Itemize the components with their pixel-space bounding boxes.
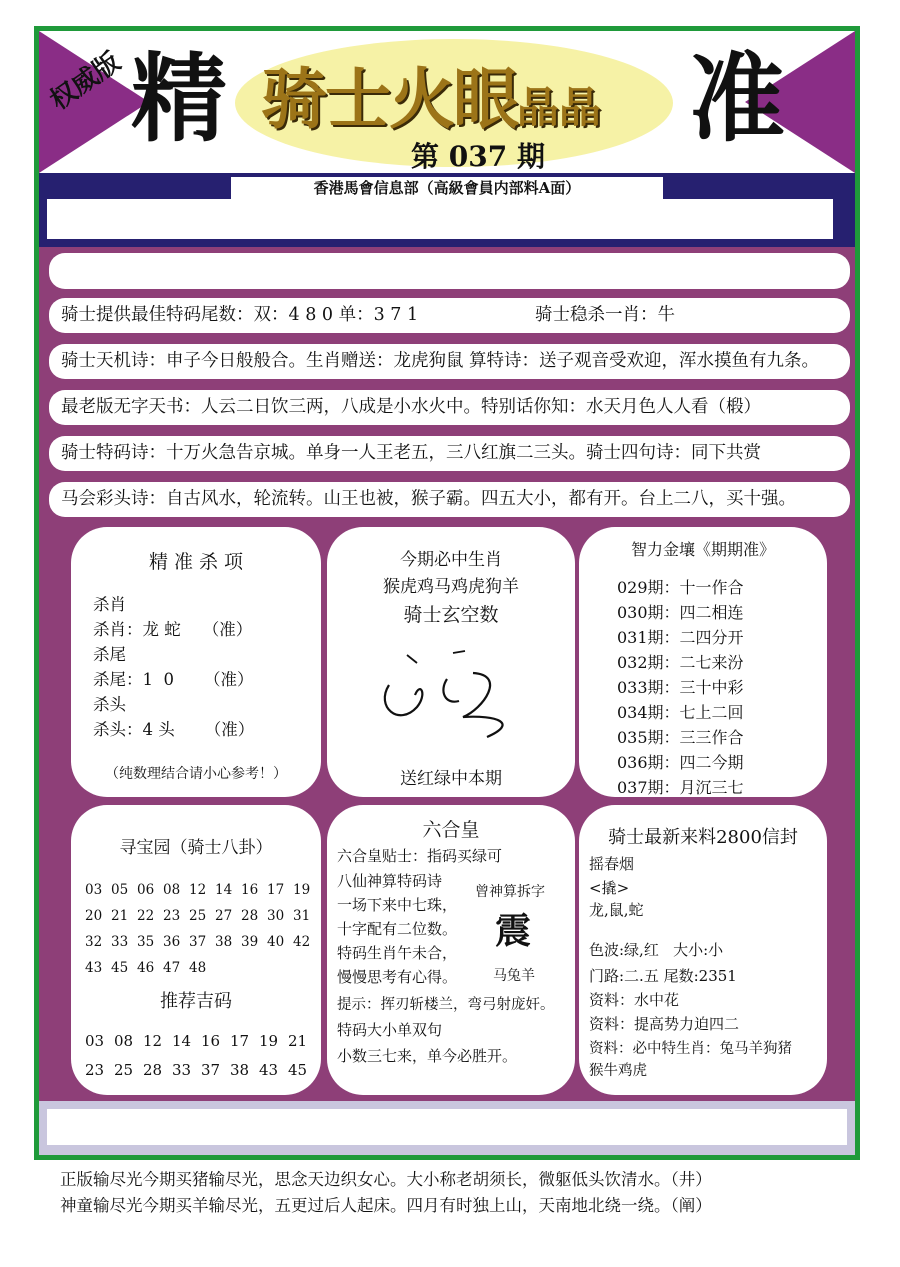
liuhe-hint: 提示：挥刃斩楼兰，弯弓射庞奸。 [337, 997, 555, 1013]
gold-item [617, 575, 744, 600]
number-cell: 43 [85, 960, 103, 976]
kill-row: 杀头 [93, 695, 126, 714]
kill-row-tag: （准） [204, 670, 254, 689]
gold-period: 032期： [617, 653, 680, 672]
number-cell: 16 [241, 882, 259, 898]
number-cell: 35 [137, 934, 155, 950]
number-cell: 03 [85, 1032, 105, 1050]
gold-period: 031期： [617, 628, 680, 647]
gold-period: 037期： [617, 778, 680, 797]
gold-title: 智力金壤《期期准》 [630, 540, 775, 559]
page-title [261, 61, 602, 138]
latest-route: 门路:二.五 尾数:2351 [589, 967, 737, 985]
number-cell: 12 [143, 1032, 163, 1050]
kill-row-value: 龙 蛇 [142, 620, 181, 639]
size-title: 特码大小单双句 [337, 1021, 443, 1039]
gold-item [617, 775, 744, 797]
kill-row: 杀肖 [93, 595, 126, 614]
kill-row [93, 666, 254, 690]
bottom-blank [47, 1109, 847, 1145]
liuhe-card [327, 805, 575, 1095]
number-cell: 14 [172, 1032, 192, 1050]
number-cell: 28 [241, 908, 259, 924]
number-cell: 27 [215, 908, 233, 924]
gold-item [617, 650, 744, 675]
number-cell: 23 [163, 908, 181, 924]
big-character-left: 精 [131, 43, 227, 155]
number-row [85, 955, 319, 981]
number-cell: 19 [293, 882, 311, 898]
kill-row-label: 杀肖： [93, 620, 143, 639]
kill-row [93, 616, 252, 640]
line-caitou: 马会彩头诗：自古风水，轮流转。山王也被，猴子霸。四五大小，都有开。台上二八，买十强。 [49, 482, 850, 517]
number-cell: 25 [114, 1061, 134, 1079]
number-cell: 06 [137, 882, 155, 898]
footer-line: 神童输尽光今期买羊输尽光，五更过后人起床。四月有时独上山，天南地北绕一绕。（阐） [60, 1196, 712, 1215]
edition-label: 权威版 [44, 46, 126, 117]
number-cell: 39 [241, 934, 259, 950]
gold-period: 030期： [617, 603, 680, 622]
number-cell: 38 [230, 1061, 250, 1079]
gold-list [617, 575, 744, 797]
blank-banner [47, 199, 833, 239]
handwriting-sketch [377, 645, 537, 745]
kill-title: 精 准 杀 项 [148, 551, 244, 573]
title-small: 晶晶 [517, 83, 602, 132]
lucky-numbers [85, 1027, 317, 1085]
kill-row-value: 1 0 [142, 670, 174, 689]
number-cell: 16 [201, 1032, 221, 1050]
line-tianji: 骑士天机诗：申子今日般般合。生肖赠送：龙虎狗鼠 算特诗：送子观音受欢迎，浑水摸鱼有九条。 [49, 344, 850, 379]
kill-row-value: 4 头 [142, 720, 175, 739]
chai-character: 震 [495, 910, 532, 952]
number-cell: 31 [293, 908, 311, 924]
latest-line: 龙,鼠,蛇 [589, 901, 644, 919]
number-cell: 20 [85, 908, 103, 924]
number-cell: 21 [111, 908, 129, 924]
latest-line: <撬> [589, 879, 630, 897]
number-cell: 12 [189, 882, 207, 898]
gold-text: 七上二回 [679, 703, 744, 722]
title-main: 骑士火眼 [261, 61, 517, 138]
must-footer: 送红绿中本期 [400, 769, 502, 789]
number-cell: 21 [288, 1032, 308, 1050]
header-banner [39, 31, 855, 173]
line-tail-text: 骑士提供最佳特码尾数：双：4 8 0 单：3 7 1 [61, 305, 419, 325]
line-kill-one: 骑士稳杀一肖：牛 [535, 305, 675, 325]
gold-item [617, 725, 744, 750]
number-cell: 32 [85, 934, 103, 950]
number-cell: 17 [230, 1032, 250, 1050]
lucky-title: 推荐吉码 [160, 991, 232, 1012]
line-wuzi: 最老版无字天书：人云二日饮三两，八成是小水火中。特别话你知：水天月色人人看（椴） [49, 390, 850, 425]
latest-info: 资料：必中特生肖：兔马羊狗猪 [589, 1041, 792, 1057]
latest-title: 骑士最新来料2800信封 [608, 827, 798, 848]
must-animals: 猴虎鸡马鸡虎狗羊 [383, 577, 519, 597]
number-cell: 14 [215, 882, 233, 898]
gold-item [617, 675, 744, 700]
must-card [327, 527, 575, 797]
line-tail-numbers [49, 298, 850, 333]
latest-info: 资料：水中花 [589, 991, 680, 1009]
number-row [85, 877, 319, 903]
gold-card [579, 527, 827, 797]
latest-card [579, 805, 827, 1095]
number-cell: 47 [163, 960, 181, 976]
kill-row: 杀尾 [93, 645, 126, 664]
gold-text: 二四分开 [679, 628, 744, 647]
number-cell: 03 [85, 882, 103, 898]
kill-row-tag: （准） [204, 720, 255, 739]
gold-item [617, 625, 744, 650]
number-cell: 17 [267, 882, 285, 898]
gold-period: 033期： [617, 678, 680, 697]
gold-item [617, 750, 744, 775]
kill-row-label: 杀尾： [93, 670, 143, 689]
gold-text: 月沉三七 [679, 778, 744, 797]
gold-item [617, 600, 744, 625]
number-cell: 05 [111, 882, 129, 898]
poster-frame [34, 26, 860, 1160]
liuhe-poem [337, 869, 457, 989]
number-cell: 42 [293, 934, 311, 950]
gold-text: 四二今期 [679, 753, 744, 772]
chai-title: 曾神算拆字 [475, 884, 545, 900]
number-cell: 40 [267, 934, 285, 950]
poem-line: 十字配有二位数。 [337, 920, 458, 938]
gold-text: 十一作合 [679, 578, 744, 597]
footer-line: 正版输尽光今期买猪输尽光，思念天边织女心。大小称老胡须长，微躯低头饮清水。（井） [60, 1170, 712, 1189]
number-row [85, 929, 319, 955]
size-text: 小数三七来，单今必胜开。 [337, 1047, 518, 1065]
number-cell: 25 [189, 908, 207, 924]
treasure-numbers [85, 877, 319, 981]
number-cell: 37 [201, 1061, 221, 1079]
poem-line: 慢慢思考有心得。 [337, 968, 458, 986]
blank-pill [49, 253, 850, 289]
number-row [85, 1056, 317, 1085]
issue-number: 第 037 期 [411, 140, 545, 173]
number-cell: 22 [137, 908, 155, 924]
number-cell: 43 [259, 1061, 279, 1079]
number-cell: 38 [215, 934, 233, 950]
gold-period: 035期： [617, 728, 680, 747]
liuhe-title: 六合皇 [422, 819, 480, 841]
number-cell: 30 [267, 908, 285, 924]
number-cell: 33 [111, 934, 129, 950]
gold-period: 036期： [617, 753, 680, 772]
treasure-title: 寻宝园（骑士八卦） [119, 838, 273, 858]
kill-row-tag: （准） [202, 620, 253, 639]
number-cell: 36 [163, 934, 181, 950]
kill-row [93, 716, 254, 740]
number-row [85, 1027, 317, 1056]
number-cell: 33 [172, 1061, 192, 1079]
number-cell: 23 [85, 1061, 105, 1079]
number-cell: 08 [163, 882, 181, 898]
number-cell: 45 [288, 1061, 308, 1079]
gold-text: 三三作合 [679, 728, 744, 747]
must-title: 今期必中生肖 [400, 550, 502, 570]
gold-text: 三十中彩 [679, 678, 744, 697]
kill-note: （纯数理结合请小心参考！） [105, 766, 287, 782]
gold-text: 二七来汾 [679, 653, 744, 672]
number-cell: 08 [114, 1032, 134, 1050]
kill-row-label: 杀头： [93, 720, 143, 739]
latest-line: 摇春烟 [589, 855, 635, 873]
kill-card [71, 527, 321, 797]
line-tema: 骑士特码诗：十万火急告京城。单身一人王老五，三八红旗二三头。骑士四句诗：同下共赏 [49, 436, 850, 471]
number-cell: 19 [259, 1032, 279, 1050]
number-cell: 45 [111, 960, 129, 976]
gold-period: 029期： [617, 578, 680, 597]
gold-text: 四二相连 [679, 603, 744, 622]
poem-line: 一场下来中七珠， [337, 896, 458, 914]
number-cell: 37 [189, 934, 207, 950]
gold-period: 034期： [617, 703, 680, 722]
poem-line: 特码生肖午未合， [337, 944, 458, 962]
number-row [85, 903, 319, 929]
chai-answer: 马兔羊 [493, 968, 535, 984]
latest-color: 色波:绿,红 大小:小 [589, 941, 724, 959]
number-cell: 46 [137, 960, 155, 976]
gold-item [617, 700, 744, 725]
liuhe-tip: 六合皇贴士：指码买绿可 [337, 847, 503, 865]
big-character-right: 准 [689, 43, 785, 155]
treasure-card [71, 805, 321, 1095]
must-subtitle: 骑士玄空数 [403, 604, 499, 626]
latest-info: 资料：提高势力迫四二 [589, 1015, 740, 1033]
number-cell: 28 [143, 1061, 163, 1079]
latest-info: 猴牛鸡虎 [589, 1063, 647, 1079]
number-cell: 48 [189, 960, 207, 976]
subtitle: 香港馬會信息部（高級會員内部料A面） [231, 177, 663, 199]
poem-line: 八仙神算特码诗 [337, 872, 443, 890]
